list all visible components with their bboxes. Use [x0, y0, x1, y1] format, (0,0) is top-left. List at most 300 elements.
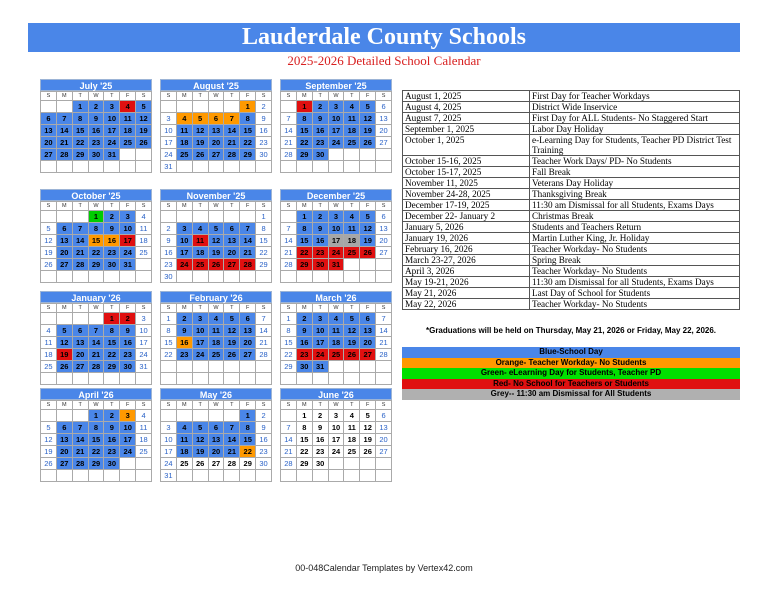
empty-cell: [177, 470, 193, 482]
month-name: December '25: [280, 189, 392, 201]
day-cell: 26: [209, 259, 225, 271]
empty-cell: [209, 211, 225, 223]
day-cell: 13: [209, 125, 225, 137]
day-cell: 5: [193, 113, 209, 125]
empty-cell: [57, 373, 73, 385]
day-cell: 15: [104, 337, 120, 349]
day-cell: 22: [89, 247, 105, 259]
empty-cell: [344, 373, 360, 385]
event-row: [403, 233, 740, 244]
empty-cell: [256, 361, 272, 373]
event-date: November 24-28, 2025: [403, 189, 530, 200]
graduation-note: *Graduations will be held on Thursday, May 21, 2026 or Friday, May 22, 2026.: [425, 326, 717, 335]
day-cell: 15: [297, 434, 313, 446]
day-cell: 21: [256, 337, 272, 349]
weekday-header: M: [57, 401, 73, 410]
day-cell: 31: [161, 470, 177, 482]
weekday-header: F: [120, 401, 136, 410]
day-cell: 28: [73, 259, 89, 271]
empty-cell: [73, 410, 89, 422]
day-cell: 26: [193, 458, 209, 470]
day-grid: [160, 201, 272, 283]
month-name: September '25: [280, 79, 392, 91]
day-cell: 2: [104, 211, 120, 223]
day-cell: 19: [360, 434, 376, 446]
day-cell: 30: [256, 458, 272, 470]
day-cell: 16: [120, 337, 136, 349]
day-cell: 1: [240, 410, 256, 422]
weekday-header: S: [136, 304, 152, 313]
day-cell: 16: [177, 337, 193, 349]
day-cell: 19: [360, 125, 376, 137]
day-cell: 18: [344, 125, 360, 137]
day-cell: 24: [177, 259, 193, 271]
footer-credit: 00-048Calendar Templates by Vertex42.com: [295, 563, 473, 573]
day-cell: 27: [240, 349, 256, 361]
empty-cell: [136, 458, 152, 470]
day-grid: [40, 91, 152, 173]
day-cell: 8: [281, 325, 297, 337]
legend-item-red: Red- No School for Teachers or Students: [402, 379, 740, 390]
day-cell: 6: [57, 422, 73, 434]
empty-cell: [297, 271, 313, 283]
empty-cell: [224, 211, 240, 223]
day-cell: 25: [120, 137, 136, 149]
weekday-header: M: [177, 401, 193, 410]
day-cell: 4: [344, 211, 360, 223]
day-cell: 20: [209, 137, 225, 149]
empty-cell: [120, 271, 136, 283]
empty-cell: [281, 410, 297, 422]
day-cell: 26: [224, 349, 240, 361]
day-cell: 5: [344, 313, 360, 325]
weekday-header: W: [209, 202, 225, 211]
weekday-header: T: [224, 92, 240, 101]
day-cell: 11: [193, 235, 209, 247]
day-cell: 4: [136, 211, 152, 223]
day-cell: 25: [329, 349, 345, 361]
day-cell: 18: [344, 235, 360, 247]
weekday-header: S: [256, 202, 272, 211]
weekday-header: T: [313, 401, 329, 410]
event-row: [403, 156, 740, 167]
month-calendar: [280, 189, 392, 283]
weekday-header: M: [57, 304, 73, 313]
weekday-header: F: [360, 401, 376, 410]
empty-cell: [240, 373, 256, 385]
day-cell: 29: [297, 149, 313, 161]
empty-cell: [120, 470, 136, 482]
day-cell: 25: [344, 247, 360, 259]
day-cell: 20: [376, 434, 392, 446]
day-cell: 15: [73, 125, 89, 137]
empty-cell: [209, 410, 225, 422]
empty-cell: [256, 271, 272, 283]
day-cell: 12: [193, 434, 209, 446]
empty-cell: [209, 361, 225, 373]
day-cell: 14: [224, 434, 240, 446]
day-cell: 26: [136, 137, 152, 149]
empty-cell: [161, 211, 177, 223]
day-cell: 26: [57, 361, 73, 373]
day-cell: 10: [313, 325, 329, 337]
day-cell: 28: [281, 458, 297, 470]
day-cell: 10: [120, 422, 136, 434]
day-cell: 21: [376, 337, 392, 349]
day-cell: 8: [297, 422, 313, 434]
empty-cell: [41, 410, 57, 422]
day-cell: 20: [360, 337, 376, 349]
empty-cell: [329, 271, 345, 283]
weekday-header: S: [376, 304, 392, 313]
day-cell: 3: [193, 313, 209, 325]
day-cell: 8: [89, 223, 105, 235]
empty-cell: [177, 373, 193, 385]
day-cell: 22: [240, 446, 256, 458]
day-cell: 9: [104, 223, 120, 235]
day-cell: 6: [57, 223, 73, 235]
day-cell: 25: [41, 361, 57, 373]
weekday-header: T: [313, 202, 329, 211]
empty-cell: [256, 161, 272, 173]
day-cell: 2: [256, 410, 272, 422]
day-cell: 24: [329, 137, 345, 149]
empty-cell: [224, 271, 240, 283]
event-description: First Day for ALL Students- No Staggered Start: [530, 113, 740, 124]
month-name: January '26: [40, 291, 152, 303]
day-cell: 20: [57, 247, 73, 259]
weekday-header: M: [177, 92, 193, 101]
day-cell: 28: [240, 259, 256, 271]
day-cell: 28: [57, 149, 73, 161]
page-title: Lauderdale County Schools: [28, 23, 740, 52]
day-cell: 17: [193, 337, 209, 349]
day-cell: 28: [281, 149, 297, 161]
day-cell: 10: [161, 434, 177, 446]
day-cell: 7: [376, 313, 392, 325]
empty-cell: [209, 470, 225, 482]
event-description: Spring Break: [530, 255, 740, 266]
empty-cell: [376, 373, 392, 385]
empty-cell: [57, 313, 73, 325]
weekday-header: T: [73, 92, 89, 101]
day-cell: 29: [73, 149, 89, 161]
day-cell: 13: [240, 325, 256, 337]
empty-cell: [376, 458, 392, 470]
day-cell: 2: [313, 211, 329, 223]
empty-cell: [104, 161, 120, 173]
weekday-header: S: [136, 401, 152, 410]
day-cell: 10: [161, 125, 177, 137]
empty-cell: [161, 410, 177, 422]
event-date: April 3, 2026: [403, 266, 530, 277]
event-row: [403, 277, 740, 288]
day-cell: 28: [89, 361, 105, 373]
day-cell: 25: [136, 247, 152, 259]
day-cell: 18: [329, 337, 345, 349]
day-cell: 31: [161, 161, 177, 173]
day-cell: 29: [240, 458, 256, 470]
month-calendar: [280, 388, 392, 482]
day-cell: 4: [344, 410, 360, 422]
month-calendar: [40, 79, 152, 173]
day-cell: 8: [161, 325, 177, 337]
weekday-header: F: [120, 304, 136, 313]
empty-cell: [313, 161, 329, 173]
weekday-header: M: [57, 92, 73, 101]
day-cell: 21: [224, 137, 240, 149]
empty-cell: [57, 211, 73, 223]
weekday-header: S: [41, 92, 57, 101]
day-cell: 12: [360, 113, 376, 125]
empty-cell: [256, 373, 272, 385]
day-cell: 4: [136, 410, 152, 422]
day-cell: 8: [240, 113, 256, 125]
day-cell: 30: [89, 149, 105, 161]
weekday-header: T: [104, 304, 120, 313]
day-cell: 21: [89, 349, 105, 361]
month-calendar: [40, 388, 152, 482]
day-cell: 7: [281, 113, 297, 125]
empty-cell: [136, 161, 152, 173]
empty-cell: [41, 271, 57, 283]
day-cell: 23: [297, 349, 313, 361]
day-cell: 18: [177, 446, 193, 458]
event-row: [403, 167, 740, 178]
empty-cell: [344, 161, 360, 173]
event-date: November 11, 2025: [403, 178, 530, 189]
day-cell: 12: [360, 422, 376, 434]
legend-item-orange: Orange- Teacher Workday- No Students: [402, 358, 740, 369]
day-cell: 16: [313, 235, 329, 247]
weekday-header: T: [104, 202, 120, 211]
day-cell: 11: [136, 422, 152, 434]
day-cell: 18: [177, 137, 193, 149]
day-cell: 6: [73, 325, 89, 337]
day-cell: 10: [120, 223, 136, 235]
weekday-header: T: [224, 304, 240, 313]
empty-cell: [360, 259, 376, 271]
day-cell: 28: [73, 458, 89, 470]
empty-cell: [57, 470, 73, 482]
empty-cell: [136, 470, 152, 482]
day-cell: 24: [120, 446, 136, 458]
day-cell: 5: [224, 313, 240, 325]
day-cell: 3: [161, 113, 177, 125]
day-cell: 12: [57, 337, 73, 349]
day-cell: 5: [136, 101, 152, 113]
day-cell: 15: [89, 235, 105, 247]
event-date: May 19-21, 2026: [403, 277, 530, 288]
empty-cell: [360, 161, 376, 173]
empty-cell: [161, 361, 177, 373]
day-cell: 13: [73, 337, 89, 349]
day-cell: 7: [281, 223, 297, 235]
day-cell: 25: [177, 458, 193, 470]
empty-cell: [73, 161, 89, 173]
weekday-header: T: [193, 401, 209, 410]
empty-cell: [360, 361, 376, 373]
empty-cell: [57, 161, 73, 173]
day-cell: 20: [224, 247, 240, 259]
day-cell: 17: [104, 125, 120, 137]
empty-cell: [89, 313, 105, 325]
empty-cell: [360, 149, 376, 161]
day-cell: 15: [240, 434, 256, 446]
month-calendar: [280, 79, 392, 173]
weekday-header: M: [57, 202, 73, 211]
day-cell: 3: [161, 422, 177, 434]
day-cell: 22: [297, 446, 313, 458]
empty-cell: [329, 373, 345, 385]
empty-cell: [360, 470, 376, 482]
event-description: Fall Break: [530, 167, 740, 178]
day-cell: 12: [41, 235, 57, 247]
weekday-header: M: [177, 304, 193, 313]
day-cell: 10: [329, 422, 345, 434]
weekday-header: W: [329, 304, 345, 313]
day-cell: 29: [297, 259, 313, 271]
day-cell: 25: [177, 149, 193, 161]
month-calendar: [160, 388, 272, 482]
day-cell: 2: [297, 313, 313, 325]
event-date: October 15-17, 2025: [403, 167, 530, 178]
empty-cell: [136, 259, 152, 271]
day-cell: 30: [104, 259, 120, 271]
day-cell: 17: [136, 337, 152, 349]
empty-cell: [161, 373, 177, 385]
event-date: October 1, 2025: [403, 135, 530, 156]
event-date: December 22- January 2: [403, 211, 530, 222]
day-cell: 27: [209, 458, 225, 470]
event-description: 11:30 am Dismissal for all Students, Exams Days: [530, 277, 740, 288]
event-row: [403, 266, 740, 277]
day-cell: 3: [120, 410, 136, 422]
weekday-header: T: [193, 202, 209, 211]
event-description: Teacher Workday- No Students: [530, 244, 740, 255]
day-cell: 22: [104, 349, 120, 361]
day-cell: 19: [224, 337, 240, 349]
day-cell: 13: [57, 235, 73, 247]
event-row: [403, 113, 740, 124]
day-cell: 11: [120, 113, 136, 125]
empty-cell: [281, 101, 297, 113]
day-cell: 20: [209, 446, 225, 458]
month-calendar: [160, 189, 272, 283]
day-cell: 8: [256, 223, 272, 235]
empty-cell: [89, 470, 105, 482]
day-cell: 14: [281, 235, 297, 247]
day-cell: 28: [281, 259, 297, 271]
empty-cell: [89, 373, 105, 385]
day-cell: 19: [57, 349, 73, 361]
empty-cell: [344, 361, 360, 373]
day-cell: 1: [297, 211, 313, 223]
event-row: [403, 255, 740, 266]
empty-cell: [193, 361, 209, 373]
empty-cell: [41, 470, 57, 482]
event-date: May 21, 2026: [403, 288, 530, 299]
day-cell: 18: [136, 235, 152, 247]
empty-cell: [209, 373, 225, 385]
day-cell: 13: [224, 235, 240, 247]
empty-cell: [73, 211, 89, 223]
day-cell: 31: [313, 361, 329, 373]
event-description: Last Day of School for Students: [530, 288, 740, 299]
empty-cell: [240, 161, 256, 173]
weekday-header: F: [360, 202, 376, 211]
event-date: December 17-19, 2025: [403, 200, 530, 211]
day-cell: 10: [329, 113, 345, 125]
event-row: [403, 189, 740, 200]
day-grid: [280, 303, 392, 385]
empty-cell: [224, 470, 240, 482]
empty-cell: [177, 101, 193, 113]
day-cell: 22: [73, 137, 89, 149]
empty-cell: [136, 149, 152, 161]
day-cell: 1: [240, 101, 256, 113]
empty-cell: [344, 259, 360, 271]
event-row: [403, 124, 740, 135]
month-calendar: [280, 291, 392, 385]
day-cell: 26: [360, 137, 376, 149]
day-cell: 7: [224, 113, 240, 125]
day-cell: 28: [224, 458, 240, 470]
weekday-header: F: [240, 304, 256, 313]
day-cell: 1: [256, 211, 272, 223]
day-cell: 10: [104, 113, 120, 125]
weekday-header: S: [161, 401, 177, 410]
day-cell: 24: [193, 349, 209, 361]
day-cell: 29: [297, 458, 313, 470]
day-grid: [280, 201, 392, 283]
empty-cell: [313, 470, 329, 482]
empty-cell: [120, 149, 136, 161]
event-description: Students and Teachers Return: [530, 222, 740, 233]
weekday-header: S: [161, 304, 177, 313]
day-cell: 4: [344, 101, 360, 113]
day-cell: 2: [177, 313, 193, 325]
day-cell: 24: [161, 458, 177, 470]
month-name: February '26: [160, 291, 272, 303]
weekday-header: T: [193, 304, 209, 313]
empty-cell: [360, 373, 376, 385]
day-cell: 17: [313, 337, 329, 349]
weekday-header: T: [73, 304, 89, 313]
day-cell: 14: [240, 235, 256, 247]
day-cell: 23: [161, 259, 177, 271]
day-cell: 16: [313, 434, 329, 446]
weekday-header: S: [256, 92, 272, 101]
empty-cell: [256, 470, 272, 482]
day-cell: 21: [57, 137, 73, 149]
weekday-header: W: [329, 92, 345, 101]
day-cell: 22: [297, 137, 313, 149]
legend-item-grey: Grey-- 11:30 am Dismissal for All Students: [402, 389, 740, 400]
day-cell: 15: [281, 337, 297, 349]
empty-cell: [161, 101, 177, 113]
day-cell: 16: [256, 434, 272, 446]
day-cell: 30: [297, 361, 313, 373]
day-cell: 27: [376, 446, 392, 458]
day-cell: 18: [120, 125, 136, 137]
day-cell: 23: [313, 446, 329, 458]
day-cell: 3: [104, 101, 120, 113]
day-cell: 19: [193, 137, 209, 149]
day-cell: 23: [120, 349, 136, 361]
day-cell: 5: [209, 223, 225, 235]
day-cell: 22: [89, 446, 105, 458]
